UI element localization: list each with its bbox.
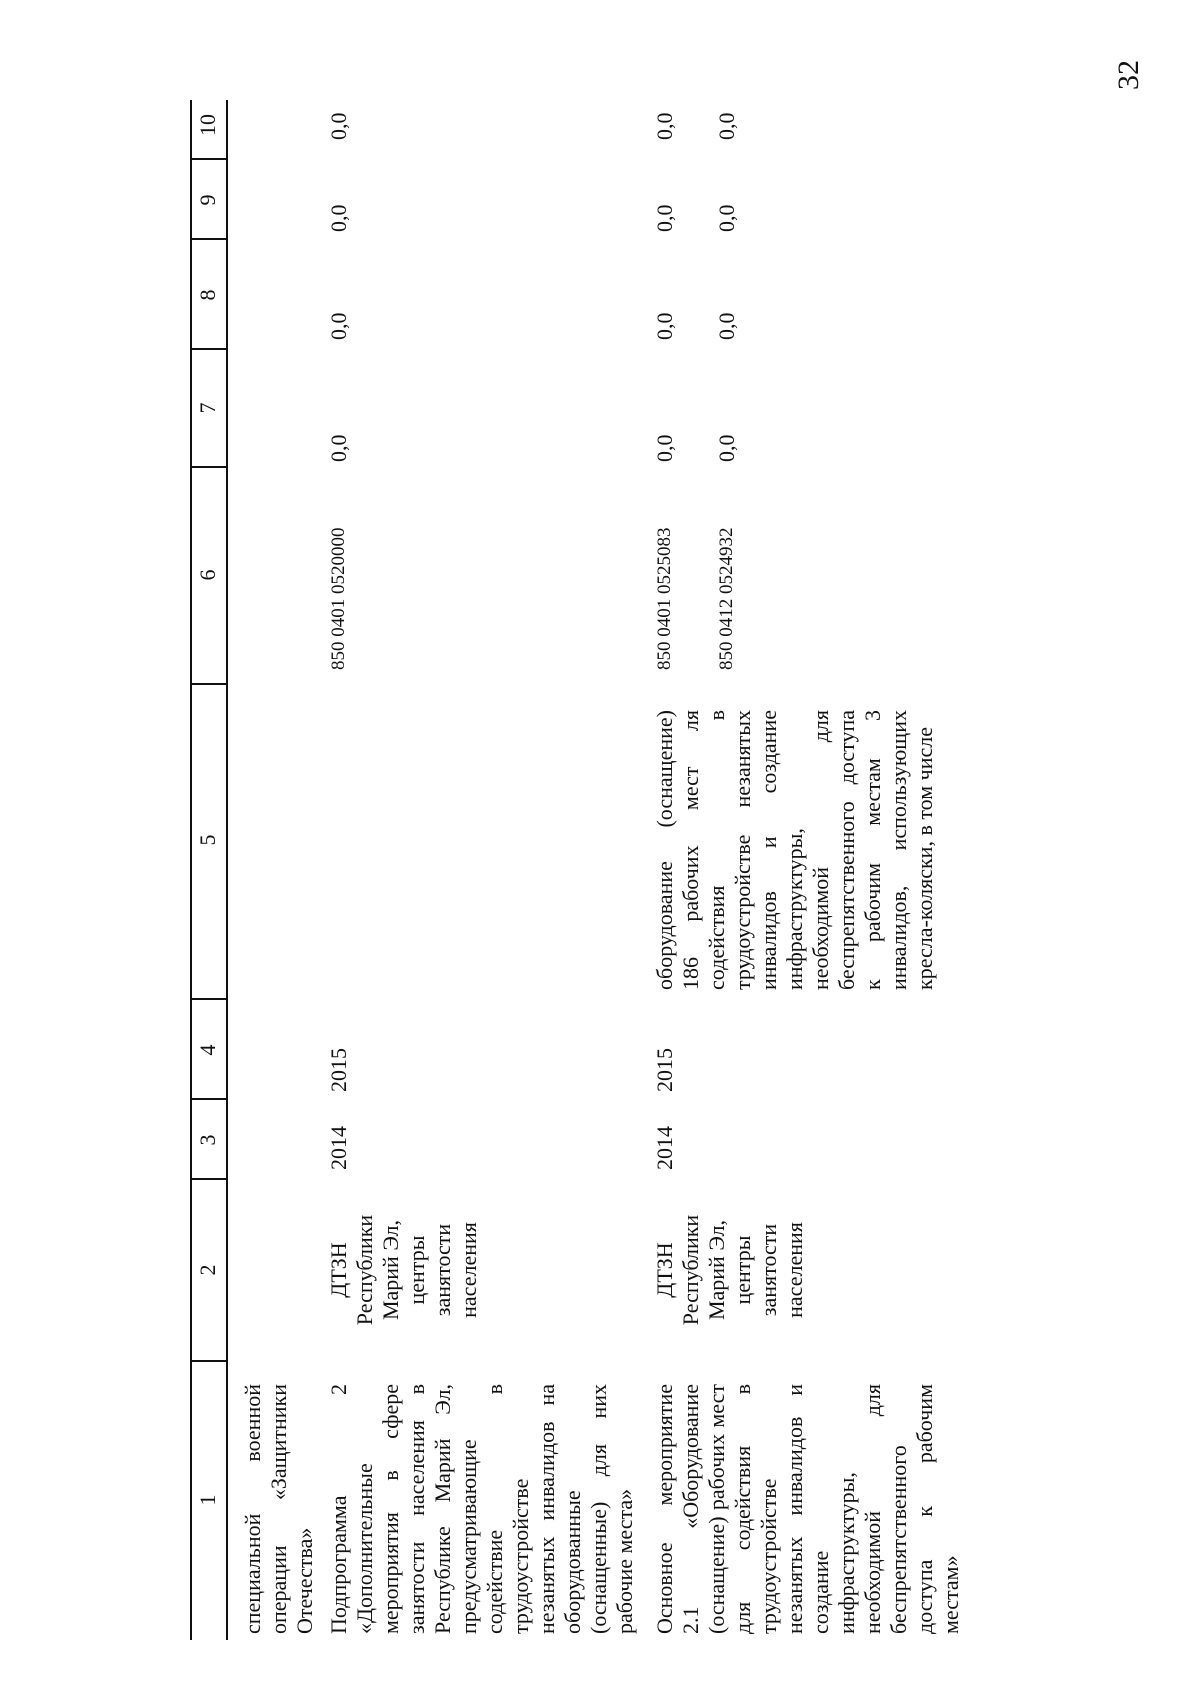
header-col-2: 2 — [195, 1264, 220, 1276]
row-2-executor: ДТЗН Республики Марий Эл, центры занятости населения — [652, 1209, 807, 1326]
header-col-7: 7 — [195, 402, 220, 414]
header-divider — [190, 466, 228, 468]
rotated-table — [190, 100, 1200, 1640]
row-1-col10: 0,0 — [326, 112, 351, 140]
header-top-border — [190, 100, 192, 1640]
row-0-name: специальной военной операции «Защитники Отечества» — [240, 1378, 317, 1634]
row-1-start-year: 2014 — [326, 1126, 351, 1170]
row-2-col9-b: 0,0 — [714, 204, 739, 232]
row-2-result: оборудование (оснащение) 186 рабочих мест ля содействия в трудоустройстве незанятых инвалидов и создание инфраструктуры, необходимой для беспрепятственного доступа к рабочим местам 3 инвалидов, использующих кресла-коляски, в том числе — [652, 704, 937, 990]
row-1-budget-code: 850 0401 0520000 — [328, 527, 349, 670]
header-divider — [190, 238, 228, 240]
header-divider — [190, 683, 228, 685]
row-2-col9-a: 0,0 — [652, 204, 677, 232]
row-2-col8-a: 0,0 — [652, 312, 677, 340]
header-divider — [190, 158, 228, 160]
header-col-1: 1 — [195, 1494, 220, 1506]
row-1-col7: 0,0 — [326, 434, 351, 462]
page-number: 32 — [1112, 60, 1145, 90]
header-divider — [190, 1360, 228, 1362]
header-divider — [190, 998, 228, 1000]
row-2-budget-code-a: 850 0401 0525083 — [654, 527, 675, 670]
row-2-budget-code-b: 850 0412 0524932 — [716, 527, 737, 670]
header-col-3: 3 — [195, 1134, 220, 1146]
row-2-col10-b: 0,0 — [714, 112, 739, 140]
row-1-col9: 0,0 — [326, 204, 351, 232]
header-divider — [190, 1098, 228, 1100]
header-col-4: 4 — [195, 1044, 220, 1056]
row-1-name: Подпрограмма 2 «Дополнительные мероприятия в сфере занятости населения в Республике Марий Эл, предусматривающие содействие в трудоустройстве незанятых инвалидов на оборудованные (оснащенные) для них рабочие места» — [326, 1378, 637, 1634]
row-2-name: Основное мероприятие 2.1 «Оборудование (оснащение) рабочих мест для содействия в трудоустройстве незанятых инвалидов и создание инфраструктуры, необходимой для беспрепятственного доступа к рабочим местам» — [652, 1378, 963, 1634]
row-2-col7-b: 0,0 — [714, 434, 739, 462]
header-divider — [190, 1178, 228, 1180]
header-col-6: 6 — [195, 569, 220, 581]
row-2-end-year: 2015 — [652, 1048, 677, 1092]
header-bottom-border — [226, 100, 228, 1640]
row-2-col7-a: 0,0 — [652, 434, 677, 462]
header-col-8: 8 — [195, 289, 220, 301]
row-2-col10-a: 0,0 — [652, 112, 677, 140]
row-1-col8: 0,0 — [326, 312, 351, 340]
header-col-10: 10 — [195, 114, 220, 136]
row-1-end-year: 2015 — [326, 1048, 351, 1092]
header-col-9: 9 — [195, 194, 220, 206]
row-2-col8-b: 0,0 — [714, 312, 739, 340]
row-2-start-year: 2014 — [652, 1126, 677, 1170]
header-divider — [190, 348, 228, 350]
row-1-executor: ДТЗН Республики Марий Эл, центры занятости населения — [326, 1209, 481, 1326]
header-col-5: 5 — [195, 834, 220, 846]
